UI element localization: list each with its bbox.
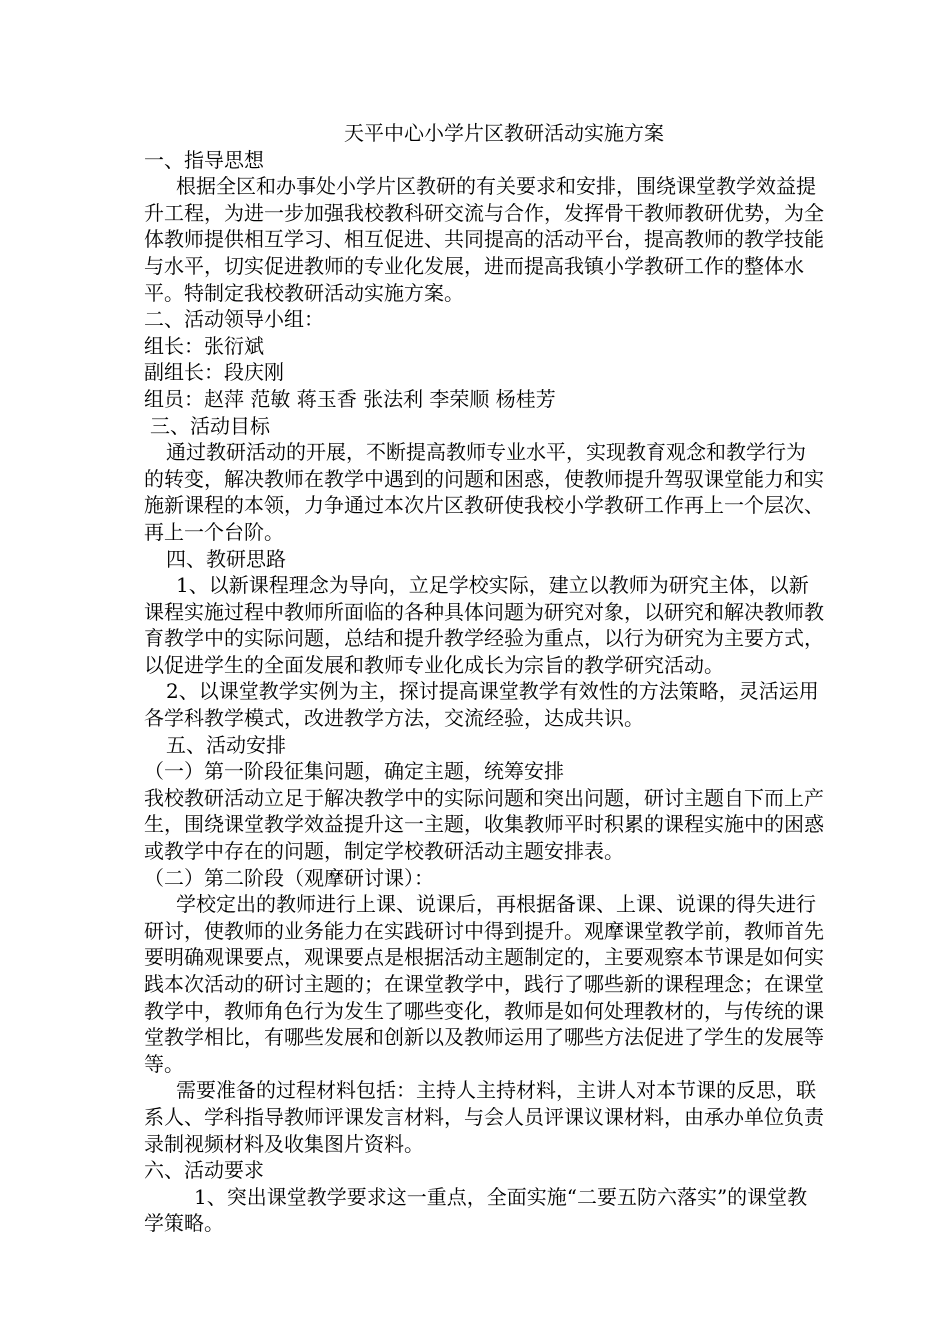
stage-2-paragraph-1: 学校定出的教师进行上课、说课后，再根据备课、上课、说课的得失进行研讨，使教师的业务能力在实践研讨中得到提升。观摩课堂教学前，教师首先要明确观课要点，观课要点是根据活动主题制定的，主要观察本节课是如何实践本次活动的研讨主题的；在课堂教学中，践行了哪些新的课程理念；在课堂教学中，教师角色行为发生了哪些变化，教师是如何处理教材的，与传统的课堂教学相比，有哪些发展和创新以及教师运用了哪些方法促进了学生的发展等等。 [144, 892, 824, 1076]
stage-1-heading: （一）第一阶段征集问题，确定主题，统筹安排 [144, 759, 564, 784]
document-page [144, 120, 824, 1237]
stage-2-paragraph-2: 需要准备的过程材料包括：主持人主持材料，主讲人对本节课的反思，联系人、学科指导教师评课发言材料，与会人员评课议课材料，由承办单位负责录制视频材料及收集图片资料。 [144, 1078, 824, 1156]
approach-item-2: 2、以课堂教学实例为主，探讨提高课堂教学有效性的方法策略，灵活运用各学科教学模式，改进教学方法，交流经验，达成共识。 [144, 679, 819, 731]
stage-2-heading: （二）第二阶段（观摩研讨课）： [144, 865, 434, 890]
paragraph-guiding-ideology: 根据全区和办事处小学片区教研的有关要求和安排，围绕课堂教学效益提升工程，为进一步加强我校教科研交流与合作，发挥骨干教师教研优势，为全体教师提供相互学习、相互促进、共同提高的活动平台，提高教师的教学技能与水平，切实促进教师的专业化发展，进而提高我镇小学教研工作的整体水平。特制定我校教研活动实施方案。 [144, 174, 824, 305]
stage-1-paragraph: 我校教研活动立足于解决教学中的实际问题和突出问题，研讨主题自下而上产生，围绕课堂教学效益提升这一主题，收集教师平时积累的课程实施中的困惑或教学中存在的问题，制定学校教研活动主题安排表。 [144, 785, 824, 864]
group-deputy-leader: 副组长：段庆刚 [144, 360, 284, 385]
approach-item-1: 1、以新课程理念为导向，立足学校实际，建立以教师为研究主体，以新课程实施过程中教师所面临的各种具体问题为研究对象，以研究和解决教师教育教学中的实际问题，总结和提升教学经验为重点，以行为研究为主要方式，以促进学生的全面发展和教师专业化成长为宗旨的教学研究活动。 [144, 573, 824, 677]
requirement-item-1: 1、突出课堂教学要求这一重点，全面实施“二要五防六落实”的课堂教学策略。 [144, 1184, 808, 1236]
section-heading-research-approach: 四、教研思路 [166, 546, 286, 571]
section-heading-activity-arrangement: 五、活动安排 [166, 732, 286, 757]
section-heading-leadership-group: 二、活动领导小组： [144, 307, 324, 332]
section-heading-activity-goals: 三、活动目标 [150, 413, 270, 438]
group-leader: 组长：张衍斌 [144, 333, 264, 358]
section-heading-activity-requirements: 六、活动要求 [144, 1158, 264, 1183]
group-members: 组员：赵萍 范敏 蒋玉香 张法利 李荣顺 杨桂芳 [144, 386, 556, 411]
paragraph-activity-goals: 通过教研活动的开展，不断提高教师专业水平，实现教育观念和教学行为的转变，解决教师在教学中遇到的问题和困惑，使教师提升驾驭课堂能力和实施新课程的本领，力争通过本次片区教研使我校小学教研工作再上一个层次、再上一个台阶。 [144, 440, 824, 544]
document-title: 天平中心小学片区教研活动实施方案 [344, 121, 664, 145]
section-heading-guiding-ideology: 一、指导思想 [144, 147, 264, 172]
